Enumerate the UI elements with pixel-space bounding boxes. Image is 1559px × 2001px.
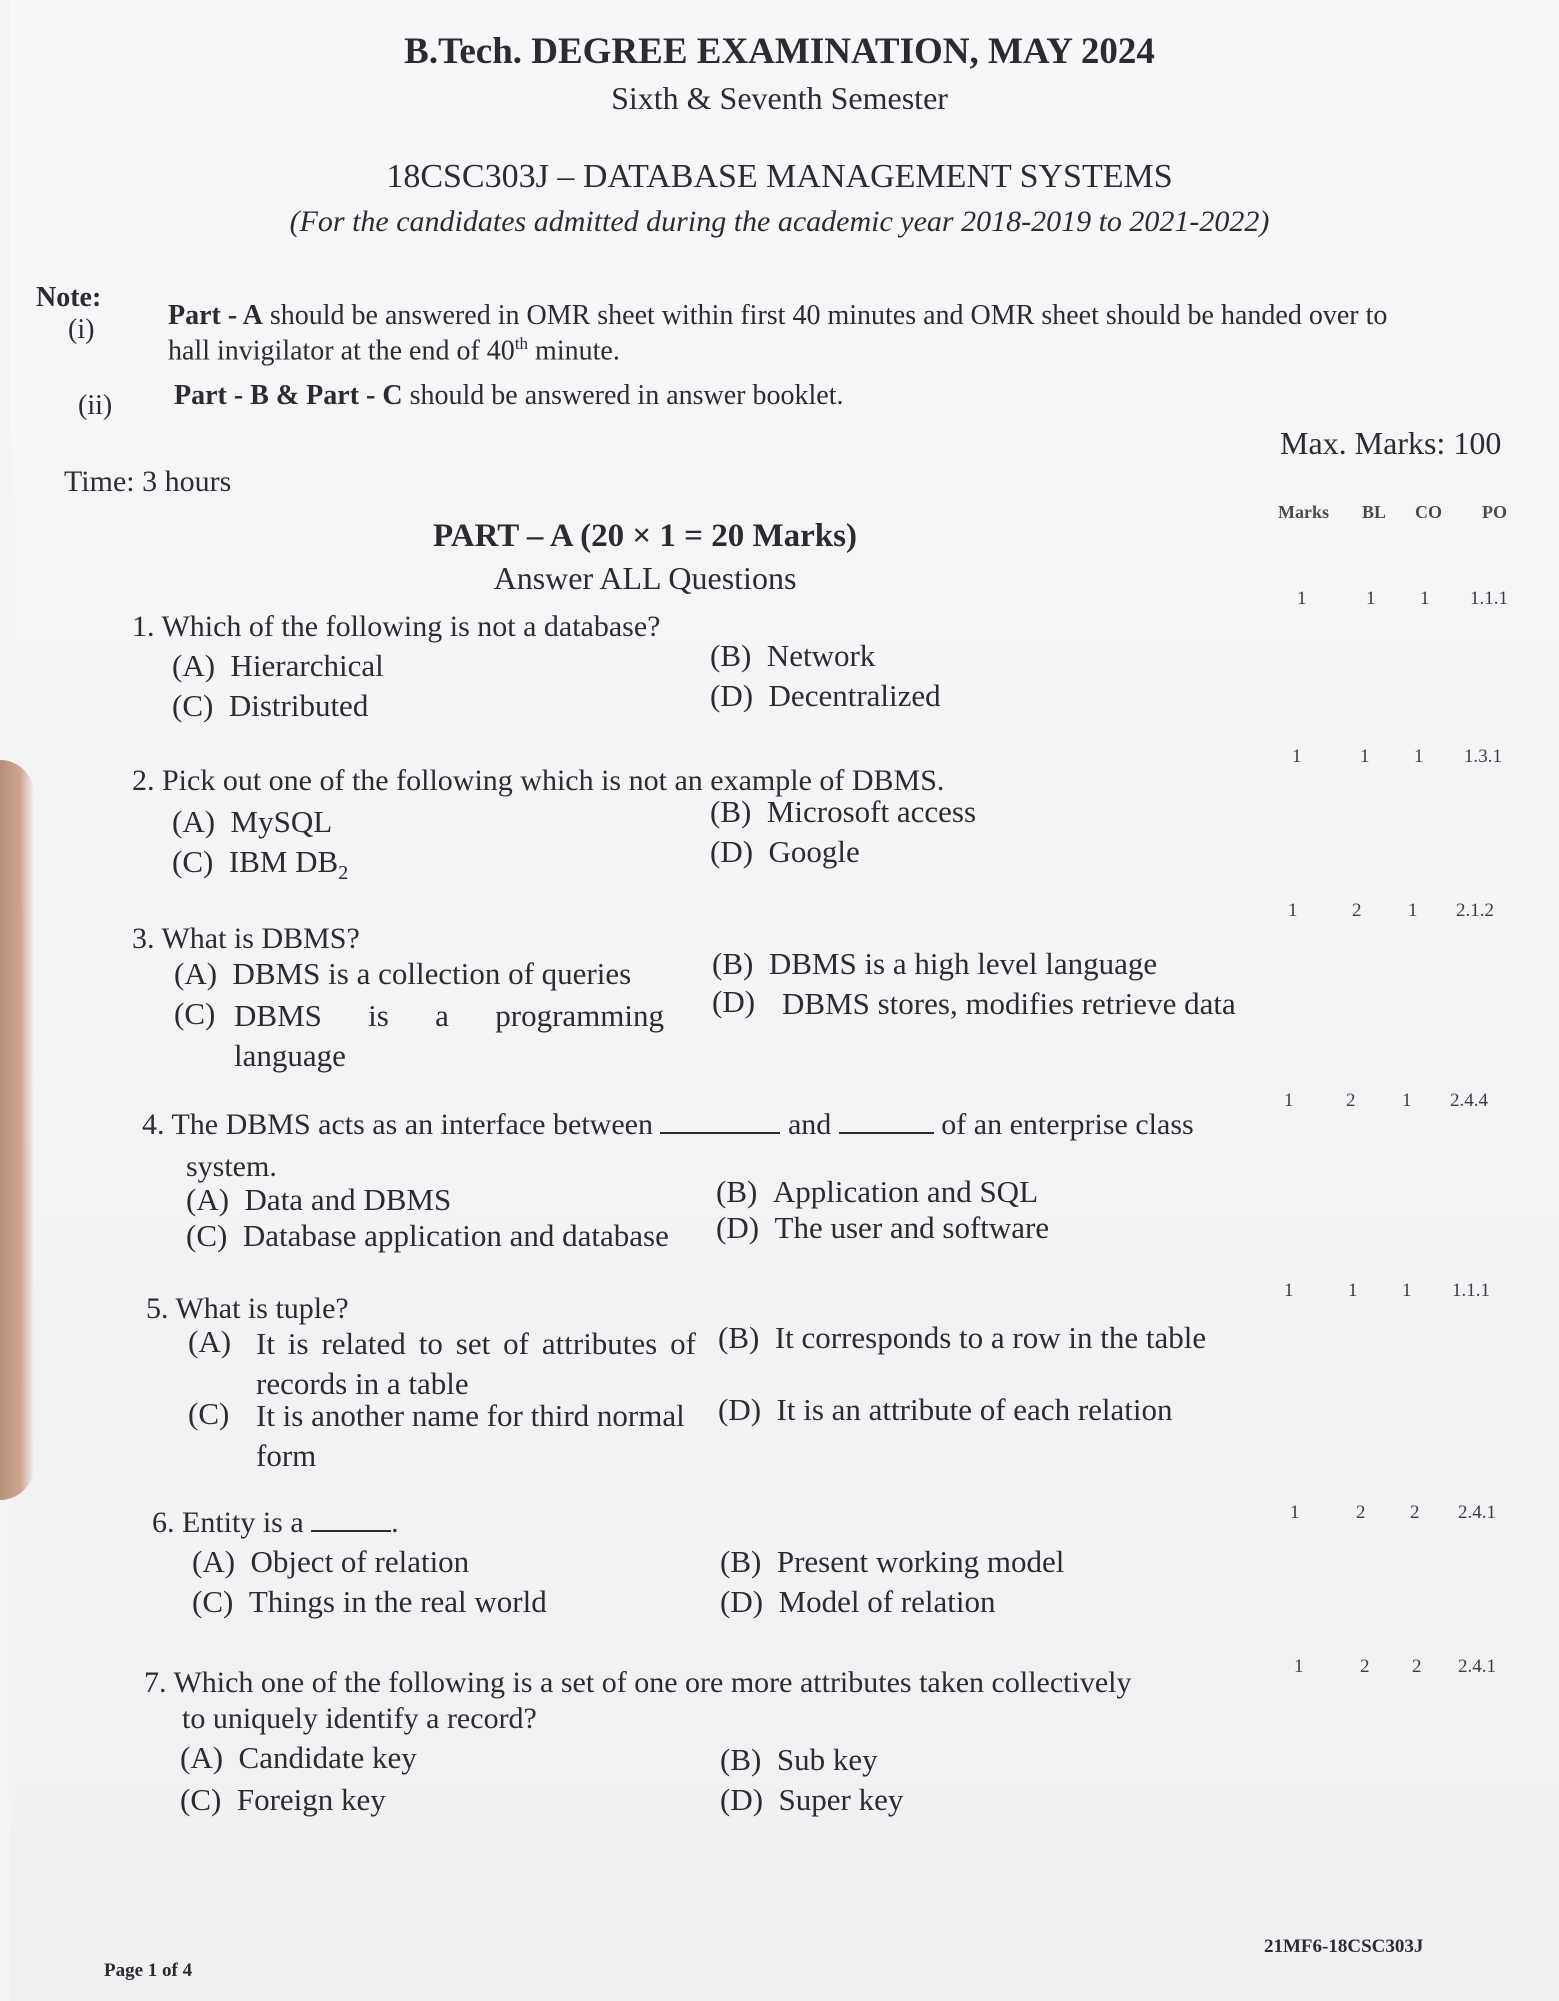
- question-text: What is tuple?: [175, 1292, 349, 1325]
- question-text: Which one of the following is a set of one ore more attributes taken collectively: [173, 1666, 1132, 1699]
- option-b: (B) Present working model: [720, 1544, 1065, 1579]
- co-value: 1: [1414, 746, 1424, 767]
- option-d: [712, 984, 1252, 1024]
- option-a-text: Candidate key: [238, 1740, 417, 1775]
- header-po: PO: [1482, 502, 1507, 522]
- co-value: 1: [1420, 588, 1430, 609]
- marks-value: 1: [1288, 900, 1298, 921]
- note-2-line: [174, 380, 843, 412]
- option-a: (A) Object of relation: [192, 1544, 470, 1579]
- option-d-text: Decentralized: [768, 678, 941, 713]
- question-7: [144, 1666, 1132, 1700]
- option-d: (D) It is an attribute of each relation: [718, 1392, 1173, 1427]
- option-a: (A) MySQL: [172, 804, 333, 839]
- option-c-text: IBM DB: [228, 844, 339, 879]
- bl-value: 2: [1360, 1656, 1370, 1677]
- option-c-text: It is another name for third normal form: [256, 1398, 685, 1473]
- option-c: (C) Things in the real world: [192, 1584, 547, 1619]
- bl-value: 2: [1352, 900, 1362, 921]
- bl-value: 1: [1360, 746, 1370, 767]
- option-a: (A) Data and DBMS: [186, 1182, 452, 1217]
- max-marks: Max. Marks: 100: [1280, 425, 1502, 461]
- option-b-text: Application and SQL: [772, 1174, 1039, 1209]
- answer-blank: [839, 1110, 934, 1134]
- paper-code: 21MF6-18CSC303J: [1264, 1936, 1424, 1957]
- option-a: (A) Candidate key: [180, 1740, 417, 1775]
- po-value: 1.1.1: [1452, 1280, 1490, 1301]
- marks-value: 1: [1290, 1502, 1300, 1523]
- po-value: 2.1.2: [1456, 900, 1494, 921]
- note-number-2: (ii): [78, 390, 113, 421]
- option-b: (B) Network: [710, 638, 876, 673]
- note-1-sup: th: [514, 334, 529, 353]
- page-number: Page 1 of 4: [104, 1960, 193, 1981]
- option-a-text: It is related to set of attributes of records in a table: [256, 1326, 696, 1401]
- option-d: (D) The user and software: [716, 1210, 1050, 1245]
- marks-value: 1: [1284, 1280, 1294, 1301]
- admission-note: (For the candidates admitted during the academic year 2018-2019 to 2021-2022): [289, 205, 1270, 238]
- option-c-text: DBMS is a programming language: [234, 998, 664, 1073]
- option-b: (B) Application and SQL: [716, 1174, 1039, 1209]
- marks-value: 1: [1294, 1656, 1304, 1677]
- po-value: 1.1.1: [1470, 588, 1508, 609]
- option-b: (B) It corresponds to a row in the table: [718, 1320, 1207, 1355]
- option-b: (B) DBMS is a high level language: [712, 946, 1158, 981]
- time-allowed: Time: 3 hours: [64, 465, 232, 498]
- question-4-continuation: system.: [186, 1150, 277, 1183]
- note-1-line-1: [168, 300, 1387, 332]
- question-text-part-1: The DBMS acts as an interface between: [171, 1108, 653, 1141]
- option-a-text: Data and DBMS: [244, 1182, 452, 1217]
- option-c: (C) IBM $DB_2$: [172, 844, 349, 885]
- option-a: (A) Hierarchical: [172, 648, 384, 683]
- option-c-label: (C): [174, 996, 216, 1031]
- question-1: [132, 610, 660, 644]
- question-text-part-1: Entity is a: [182, 1506, 304, 1539]
- course-title: 18CSC303J – DATABASE MANAGEMENT SYSTEMS: [386, 158, 1173, 195]
- answer-blank: [311, 1508, 391, 1532]
- thumb-shadow: [0, 760, 34, 1500]
- note-1-line2-post: minute.: [528, 335, 620, 367]
- option-d: (D) Google: [710, 834, 860, 869]
- option-a-text: MySQL: [230, 804, 333, 839]
- option-c: [174, 996, 694, 1076]
- note-number-1: (i): [68, 314, 95, 345]
- option-d-text: Model of relation: [778, 1584, 996, 1619]
- question-text-part-2: .: [391, 1506, 399, 1539]
- option-b: (B) Microsoft access: [710, 794, 977, 829]
- exam-title: B.Tech. DEGREE EXAMINATION, MAY 2024: [404, 31, 1155, 72]
- question-text: What is DBMS?: [161, 922, 360, 955]
- option-b-text: Sub key: [776, 1742, 878, 1777]
- note-2-text: should be answered in answer booklet.: [402, 380, 844, 411]
- option-a-text: Object of relation: [250, 1544, 470, 1579]
- option-d-label: (D): [712, 984, 756, 1019]
- co-value: 1: [1402, 1280, 1412, 1301]
- question-5: [146, 1292, 349, 1326]
- option-d-text: The user and software: [774, 1210, 1050, 1245]
- option-d-text: Google: [768, 834, 860, 869]
- question-number: 4.: [142, 1108, 165, 1141]
- question-number: 7.: [144, 1666, 167, 1699]
- question-text-part-2: and: [787, 1108, 832, 1141]
- marks-value: 1: [1284, 1090, 1294, 1111]
- option-c-subscript: 2: [338, 862, 349, 885]
- question-number: 5.: [146, 1292, 169, 1325]
- header-bl: BL: [1362, 502, 1387, 522]
- question-text: Which of the following is not a database?: [161, 610, 661, 643]
- option-d: (D) Model of relation: [720, 1584, 996, 1619]
- option-d-text: Super key: [778, 1782, 904, 1817]
- po-value: 2.4.1: [1458, 1656, 1496, 1677]
- option-b: (B) Sub key: [720, 1742, 878, 1777]
- note-1-text: should be answered in OMR sheet within first 40 minutes and OMR sheet should be handed over to: [262, 300, 1388, 331]
- co-value: 2: [1412, 1656, 1422, 1677]
- question-number: 3.: [132, 922, 155, 955]
- option-b-text: It corresponds to a row in the table: [774, 1320, 1207, 1355]
- option-a: [188, 1324, 708, 1404]
- answer-blank: [660, 1110, 780, 1134]
- note-1-bold: Part - A: [168, 300, 263, 331]
- option-a-label: (A): [188, 1324, 232, 1359]
- question-text-part-3: of an enterprise class: [941, 1108, 1194, 1141]
- question-number: 2.: [132, 764, 155, 797]
- header-co: CO: [1415, 502, 1442, 522]
- option-c-label: (C): [188, 1396, 230, 1431]
- co-value: 1: [1402, 1090, 1412, 1111]
- co-value: 2: [1410, 1502, 1420, 1523]
- question-7-continuation: to uniquely identify a record?: [182, 1702, 537, 1735]
- bl-value: 1: [1366, 588, 1376, 609]
- bl-value: 2: [1356, 1502, 1366, 1523]
- question-2: [132, 764, 944, 798]
- option-b-text: Microsoft access: [766, 794, 977, 829]
- option-d-text: DBMS stores, modifies retrieve data: [782, 986, 1236, 1021]
- option-d: (D) Decentralized: [710, 678, 941, 713]
- question-4: [142, 1108, 1194, 1142]
- bl-value: 2: [1346, 1090, 1356, 1111]
- part-a-title: PART – A (20 × 1 = 20 Marks): [433, 518, 857, 554]
- option-a: (A) DBMS is a collection of queries: [174, 956, 632, 991]
- option-d: (D) Super key: [720, 1782, 904, 1817]
- option-d-text: It is an attribute of each relation: [776, 1392, 1173, 1427]
- po-value: 2.4.4: [1450, 1090, 1488, 1111]
- question-3: [132, 922, 360, 956]
- option-c-text: Foreign key: [236, 1782, 386, 1817]
- question-text: Pick out one of the following which is not an example of DBMS.: [162, 764, 945, 797]
- option-c: [188, 1396, 708, 1476]
- question-number: 6.: [152, 1506, 175, 1539]
- option-c: (C) Foreign key: [180, 1782, 386, 1817]
- question-number: 1.: [132, 610, 155, 643]
- option-c-text: Distributed: [228, 688, 369, 723]
- semester-label: Sixth & Seventh Semester: [611, 80, 948, 116]
- note-1-line-2: [168, 334, 620, 367]
- po-value: 2.4.1: [1458, 1502, 1496, 1523]
- note-2-bold: Part - B & Part - C: [174, 380, 403, 411]
- option-c-text: Database application and database: [242, 1218, 669, 1253]
- option-b-text: Present working model: [776, 1544, 1065, 1579]
- note-1-line2-pre: hall invigilator at the end of 40: [168, 335, 515, 367]
- option-b-text: DBMS is a high level language: [768, 946, 1158, 981]
- marks-value: 1: [1292, 746, 1302, 767]
- co-value: 1: [1408, 900, 1418, 921]
- option-c: (C) Database application and database: [186, 1218, 669, 1253]
- part-a-subtitle: Answer ALL Questions: [493, 560, 797, 596]
- option-c: (C) Distributed: [172, 688, 369, 723]
- option-b-text: Network: [766, 638, 876, 673]
- bl-value: 1: [1348, 1280, 1358, 1301]
- po-value: 1.3.1: [1464, 746, 1502, 767]
- option-c-text: Things in the real world: [248, 1584, 547, 1619]
- header-marks: Marks: [1278, 502, 1329, 522]
- note-label: Note:: [36, 282, 102, 313]
- question-6: [152, 1506, 399, 1540]
- option-a-text: Hierarchical: [230, 648, 384, 683]
- option-a-text: DBMS is a collection of queries: [232, 956, 632, 991]
- marks-value: 1: [1297, 588, 1307, 609]
